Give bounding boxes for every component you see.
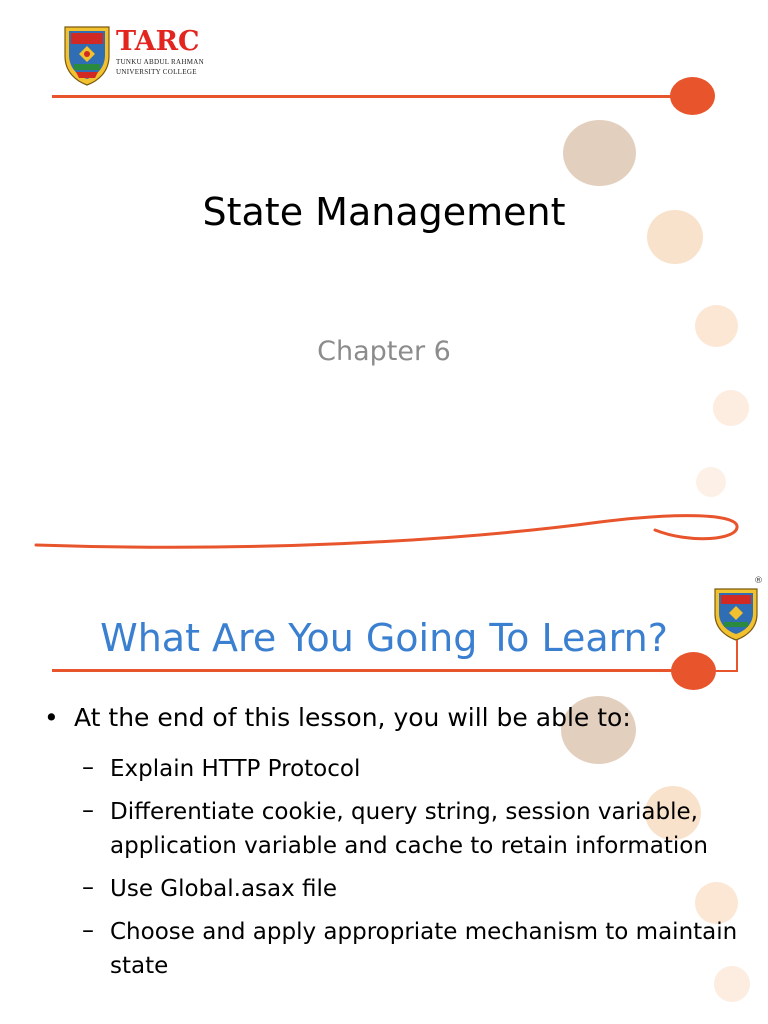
logo-wordmark: TARC xyxy=(116,26,200,57)
intro-bullet xyxy=(44,703,631,732)
decor-circle xyxy=(713,390,749,426)
swoosh-decoration xyxy=(0,500,768,560)
objectives-list xyxy=(82,752,742,992)
decor-circle xyxy=(696,467,726,497)
intro-text: At the end of this lesson, you will be able to: xyxy=(74,703,631,732)
list-item: – Differentiate cookie, query string, session variable, application variable and cache to retain information xyxy=(82,796,708,859)
header-rule-dot xyxy=(670,77,715,115)
logo-line-1: TUNKU ABDUL RAHMAN xyxy=(116,58,204,66)
bullet-dot: • xyxy=(44,703,59,732)
tarc-logo xyxy=(62,24,212,86)
list-item: – Explain HTTP Protocol xyxy=(82,753,361,782)
title-rule xyxy=(52,669,692,672)
list-item: – Use Global.asax file xyxy=(82,873,338,902)
registered-mark: ® xyxy=(754,576,763,586)
list-item: – Choose and apply appropriate mechanism to maintain state xyxy=(82,916,738,979)
logo-line-2: UNIVERSITY COLLEGE xyxy=(116,68,197,76)
title-rule-dot xyxy=(671,652,716,690)
header-rule xyxy=(52,95,692,98)
decor-circle xyxy=(563,120,636,186)
slide-title: State Management xyxy=(202,190,566,234)
slide-subtitle: Chapter 6 xyxy=(317,336,451,367)
slide-2-title: What Are You Going To Learn? xyxy=(100,616,668,660)
crest-icon xyxy=(62,24,112,86)
